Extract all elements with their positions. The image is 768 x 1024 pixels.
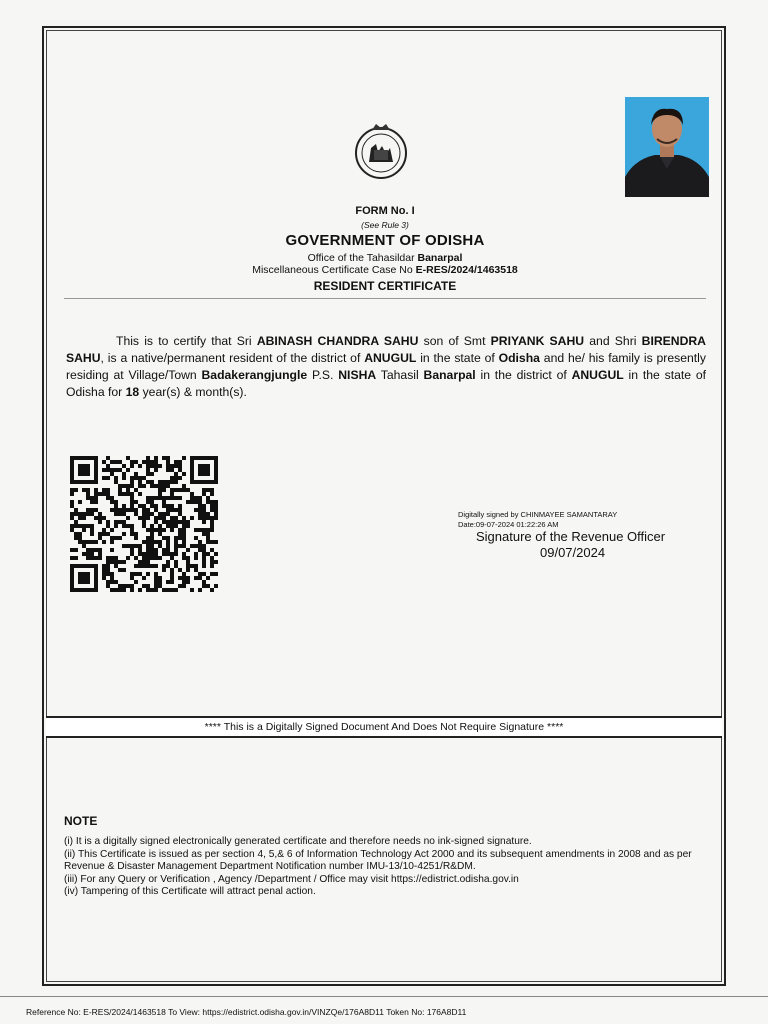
government-title: GOVERNMENT OF ODISHA: [285, 232, 485, 249]
note-title: NOTE: [64, 814, 98, 828]
reference-footer: Reference No: E-RES/2024/1463518 To View: https://edistrict.odisha.gov.in/VINZQe/176A8D11 Token No: 176A8D11: [26, 1007, 467, 1017]
header-divider: [64, 298, 706, 299]
certificate-title: RESIDENT CERTIFICATE: [313, 279, 457, 293]
digital-signed-by: Digitally signed by CHINMAYEE SAMANTARAY: [458, 510, 618, 519]
qr-code-icon: [70, 456, 218, 592]
note-list: [64, 836, 712, 899]
form-number: FORM No. I: [355, 205, 415, 217]
note-item: (iii) For any Query or Verification , Agency /Department / Office may visit https://edistrict.odisha.gov.in: [64, 873, 519, 885]
odisha-emblem-icon: [352, 122, 410, 180]
digital-signed-date: Date:09-07-2024 01:22:26 AM: [458, 520, 559, 529]
signature-title: Signature of the Revenue Officer: [476, 529, 666, 544]
note-item: (i) It is a digitally signed electronically generated certificate and therefore needs no ink-signed signature.: [64, 836, 532, 847]
case-line: Miscellaneous Certificate Case No E-RES/2024/1463518: [252, 264, 518, 276]
note-item: (ii) This Certificate is issued as per section 4, 5,& 6 of Information Technology Act 2000 and its subsequent amendments in 2008 and as per Revenue & Disaster Management Department Notification number IMU-13/10-4251/R&DM.: [64, 848, 692, 872]
office-line: Office of the Tahasildar Banarpal: [307, 252, 463, 264]
signature-date: 09/07/2024: [540, 545, 606, 560]
note-item: (iv) Tampering of this Certificate will attract penal action.: [64, 886, 316, 897]
see-rule: (See Rule 3): [361, 220, 409, 230]
footer-divider: [0, 996, 768, 997]
digital-signature-banner: **** This is a Digitally Signed Document And Does Not Require Signature ****: [46, 716, 722, 738]
certificate-body: This is to certify that Sri ABINASH CHANDRA SAHU son of Smt PRIYANK SAHU and Shri BIRENDRA SAHU, is a native/permanent resident of the district of ANUGUL in the state of Odisha and he/ his family is presently residing at Village/Town Badakerangjungle P.S. NISHA Tahasil Banarpal in the district of ANUGUL in the state of Odisha for 18 year(s) & month(s).: [66, 334, 706, 399]
applicant-photo: [625, 97, 709, 197]
